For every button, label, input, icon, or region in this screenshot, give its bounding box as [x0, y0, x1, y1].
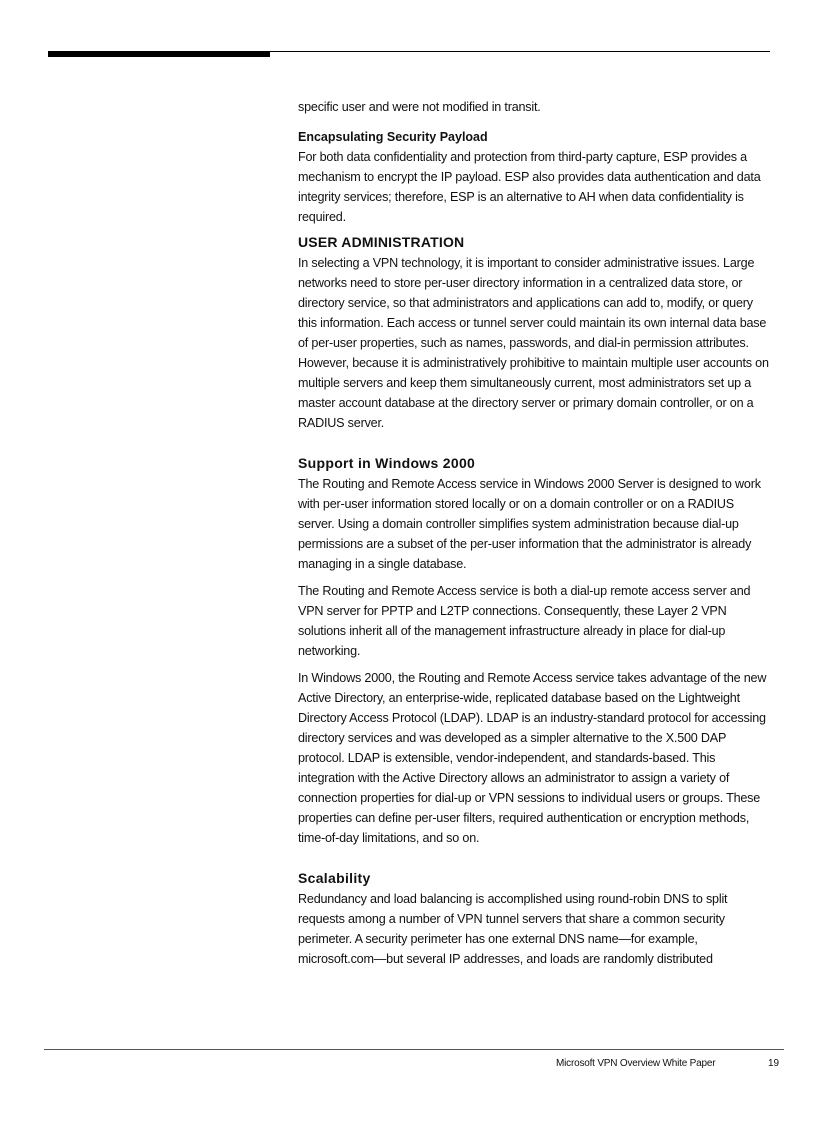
user-admin-heading: USER ADMINISTRATION [298, 234, 465, 250]
scalability-paragraph: Redundancy and load balancing is accomplished using round-robin DNS to split requests among a number of VPN tunnel servers that share a common security perimeter. A security perimeter has one external DNS name—for example, microsoft.com—but several IP addresses, and loads are randomly distributed [298, 892, 728, 966]
esp-heading: Encapsulating Security Payload [298, 130, 488, 144]
footer-document-title: Microsoft VPN Overview White Paper [556, 1058, 716, 1069]
header-rule-bar [48, 51, 270, 57]
page-content [298, 97, 772, 976]
windows2000-paragraph-3: In Windows 2000, the Routing and Remote Access service takes advantage of the new Active Directory, an enterprise-wide, replicated database based on the Lightweight Directory Access Protocol (LDAP). LDAP is an industry-standard protocol for accessing directory services and was developed as a simpler alternative to the X.500 DAP protocol. LDAP is extensible, vendor-independent, and standards-based. This integration with the Active Directory allows an administrator to assign a variety of connection properties for dial-up or VPN sessions to individual users or groups. These properties can define per-user filters, required authentication or encryption methods, time-of-day limitations, and so on. [298, 671, 767, 845]
continuation-text: specific user and were not modified in transit. [298, 100, 541, 114]
windows2000-paragraph-2: The Routing and Remote Access service is both a dial-up remote access server and VPN server for PPTP and L2TP connections. Consequently, these Layer 2 VPN solutions inherit all of the management infrastructure already in place for dial-up networking. [298, 584, 751, 658]
windows2000-heading: Support in Windows 2000 [298, 455, 476, 471]
esp-paragraph: For both data confidentiality and protection from third-party capture, ESP provides a mechanism to encrypt the IP payload. ESP also provides data authentication and data integrity services; therefore, ESP is an alternative to AH when data confidentiality is required. [298, 150, 761, 224]
footer-page-number: 19 [768, 1058, 780, 1069]
footer-rule [44, 1049, 784, 1050]
scalability-heading: Scalability [298, 870, 371, 886]
user-admin-paragraph: In selecting a VPN technology, it is important to consider administrative issues. Large networks need to store per-user directory information in a centralized data store, or directory service, so that administrators and applications can add to, modify, or query this information. Each access or tunnel server could maintain its own internal data base of per-user properties, such as names, passwords, and dial-in permission attributes. However, because it is administratively prohibitive to maintain multiple user accounts on multiple servers and keep them simultaneously current, most administrators set up a master account database at the directory server or primary domain controller, or on a RADIUS server. [298, 256, 769, 430]
windows2000-paragraph-1: The Routing and Remote Access service in Windows 2000 Server is designed to work with per-user information stored locally or on a domain controller or on a RADIUS server. Using a domain controller simplifies system administration because dial-up permissions are a subset of the per-user information that the administrator is already managing in a single database. [298, 477, 761, 571]
